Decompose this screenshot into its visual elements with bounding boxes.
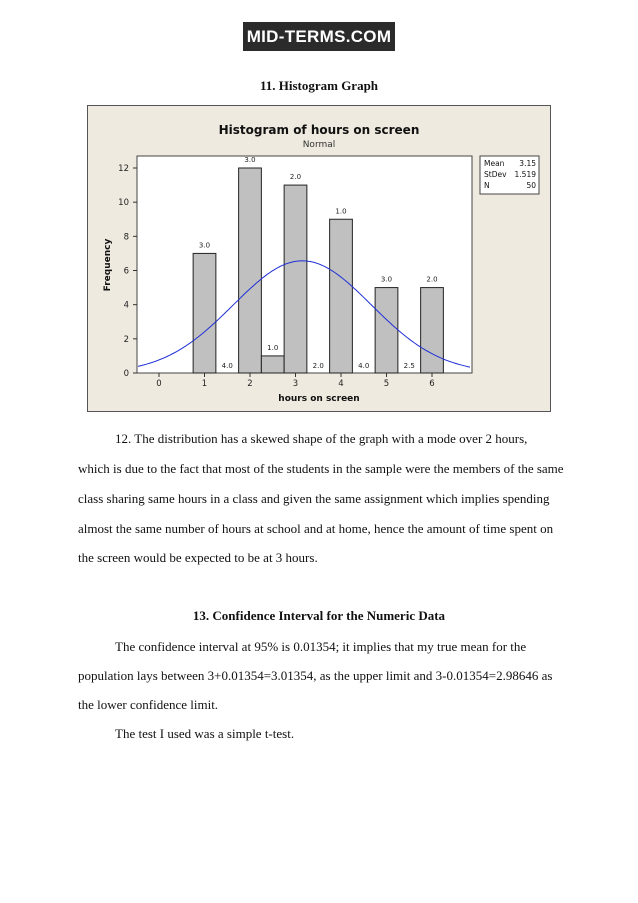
floor-label-3: 2.5	[403, 362, 415, 370]
histogram-bar-6	[421, 288, 444, 373]
bar-label-4: 1.0	[335, 207, 347, 216]
section-12-line-5: the screen would be expected to be at 3 hours.	[78, 550, 318, 565]
site-logo: MID-TERMS.COM	[243, 22, 395, 51]
y-axis-label: Frequency	[103, 238, 113, 292]
bar-label-1: 3.0	[244, 156, 256, 164]
bar-label-0: 3.0	[198, 241, 211, 250]
histogram-bar-1	[239, 168, 262, 373]
y-tick-label-5: 10	[118, 198, 129, 209]
section-12-line-2: which is due to the fact that most of the students in the sample were the members of the same	[78, 461, 564, 476]
stat-n-value: 50	[526, 181, 536, 190]
stat-mean-value: 3.15	[519, 159, 536, 168]
section-11-heading: 11. Histogram Graph	[259, 78, 379, 93]
section-13-line-2: population lays between 3+0.01354=3.01354, as the upper limit and 3-0.01354=2.98646 as	[78, 668, 553, 683]
section-12-line-3: class sharing same hours in a class and given the same assignment which implies spending	[78, 491, 550, 506]
histogram-bar-2	[261, 356, 284, 373]
stat-mean-name: Mean	[484, 159, 505, 168]
floor-label-0: 4.0	[221, 362, 233, 370]
histogram-svg	[87, 105, 551, 412]
y-tick-label-1: 2	[123, 334, 129, 345]
y-tick-label-6: 12	[118, 164, 129, 174]
x-tick-label-4: 4	[338, 379, 344, 389]
x-tick-label-3: 3	[292, 379, 299, 389]
chart-title: Histogram of hours on screen	[218, 123, 420, 137]
y-tick-label-2: 4	[123, 300, 129, 311]
section-12-line-1: 12. The distribution has a skewed shape of the graph with a mode over 2 hours,	[115, 431, 528, 446]
x-axis-label: hours on screen	[278, 394, 360, 404]
floor-label-1: 2.0	[312, 362, 324, 370]
histogram-bar-0	[193, 253, 216, 373]
floor-label-2: 4.0	[358, 362, 370, 370]
y-tick-label-0: 0	[123, 369, 129, 379]
y-tick-label-4: 8	[123, 232, 129, 243]
stat-stdev-value: 1.519	[514, 170, 536, 179]
x-tick-label-0: 0	[156, 379, 162, 389]
x-tick-label-6: 6	[429, 379, 435, 389]
histogram-bar-4	[330, 219, 353, 373]
histogram-chart	[87, 105, 551, 412]
x-tick-label-1: 1	[201, 379, 208, 389]
section-13-heading: 13. Confidence Interval for the Numeric Data	[192, 608, 446, 623]
bar-label-2: 1.0	[267, 343, 279, 352]
section-13-line-4: The test I used was a simple t-test.	[115, 726, 295, 741]
histogram-bar-5	[375, 288, 398, 373]
bar-label-5: 3.0	[380, 275, 393, 284]
stat-stdev-name: StDev	[484, 170, 507, 179]
histogram-bar-3	[284, 185, 307, 373]
bar-label-3: 2.0	[289, 173, 302, 182]
x-tick-label-5: 5	[383, 379, 390, 389]
section-13-line-3: the lower confidence limit.	[78, 697, 219, 712]
section-13-line-1: The confidence interval at 95% is 0.01354; it implies that my true mean for the	[115, 639, 527, 654]
section-12-line-4: almost the same number of hours at school and at home, hence the amount of time spent on	[78, 521, 554, 536]
stat-n-name: N	[484, 181, 490, 190]
x-tick-label-2: 2	[247, 379, 253, 389]
chart-subtitle: Normal	[302, 140, 336, 150]
y-tick-label-3: 6	[123, 266, 129, 277]
stats-box	[480, 156, 539, 194]
bar-label-6: 2.0	[426, 275, 438, 284]
